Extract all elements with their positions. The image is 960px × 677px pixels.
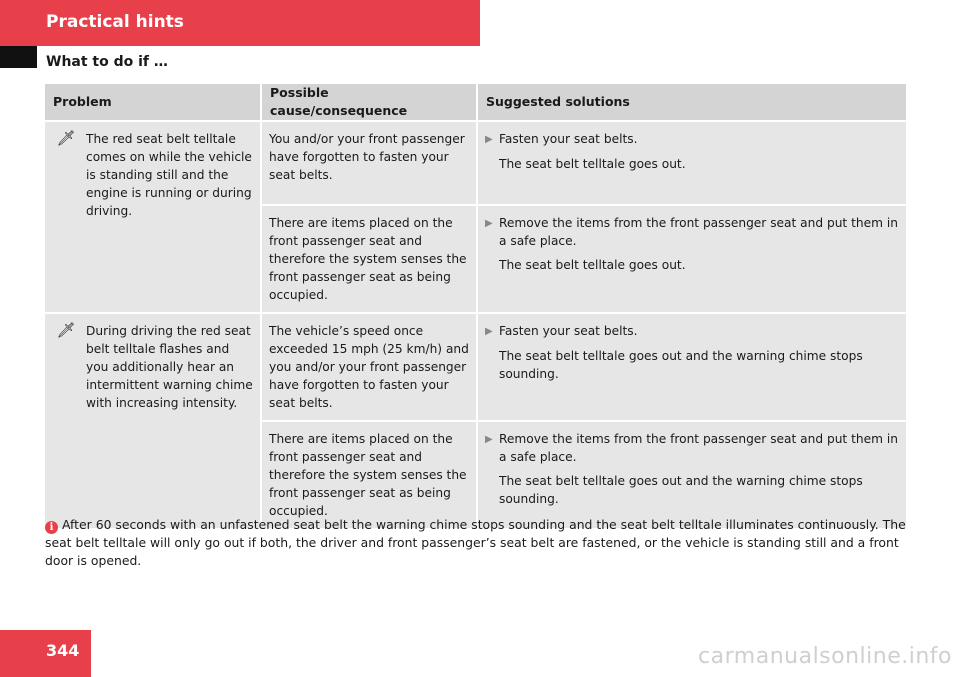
solution-cell	[477, 421, 906, 528]
problem-cell	[45, 313, 261, 528]
seat-belt-telltale-icon: 🗡︎	[56, 321, 76, 339]
problem-text: During driving the red seat belt telltale flashes and you additionally hear an intermittent warning chime with increasing intensity.	[86, 324, 253, 410]
solution-cell	[477, 313, 906, 421]
cause-cell: There are items placed on the front passenger seat and therefore the system senses the front passenger seat as being occupied.	[261, 205, 477, 313]
column-header-solutions: Suggested solutions	[477, 84, 906, 121]
page-number: 344	[46, 641, 80, 660]
table-row	[45, 313, 906, 421]
arrow-right-icon: ▶	[485, 434, 493, 445]
section-marker	[0, 46, 37, 68]
solution-result: The seat belt telltale goes out and the warning chime stops sounding.	[499, 474, 863, 506]
solution-result: The seat belt telltale goes out.	[499, 157, 686, 171]
solution-step: Remove the items from the front passenger seat and put them in a safe place.	[499, 432, 898, 464]
problem-cell	[45, 121, 261, 313]
column-header-cause: Possible cause/consequence	[261, 84, 477, 121]
column-header-problem: Problem	[45, 84, 261, 121]
seat-belt-telltale-icon: 🗡︎	[56, 129, 76, 147]
solution-result: The seat belt telltale goes out.	[499, 258, 686, 272]
solution-result: The seat belt telltale goes out and the warning chime stops sounding.	[499, 349, 863, 381]
arrow-right-icon: ▶	[485, 326, 493, 337]
cause-cell: The vehicle’s speed once exceeded 15 mph (25 km/h) and you and/or your front passenger have forgotten to fasten your seat belts.	[261, 313, 477, 421]
solution-step: Fasten your seat belts.	[499, 324, 638, 338]
solution-step: Remove the items from the front passenger seat and put them in a safe place.	[499, 216, 898, 248]
troubleshooting-table	[45, 84, 906, 528]
arrow-right-icon: ▶	[485, 134, 493, 145]
solution-step: Fasten your seat belts.	[499, 132, 638, 146]
page-header-title: Practical hints	[46, 12, 184, 32]
info-note	[45, 516, 911, 570]
watermark: carmanualsonline.info	[698, 644, 952, 669]
cause-cell: You and/or your front passenger have forgotten to fasten your seat belts.	[261, 121, 477, 205]
info-note-text: After 60 seconds with an unfastened seat belt the warning chime stops sounding and the seat belt telltale illuminates continuously. The seat belt telltale will only go out if both, the driver and front passenger’s seat belt are fastened, or the vehicle is standing still and a front door is opened.	[45, 517, 906, 568]
solution-cell	[477, 205, 906, 313]
problem-text: The red seat belt telltale comes on while the vehicle is standing still and the engine is running or during driving.	[86, 132, 252, 218]
table-header-row	[45, 84, 906, 121]
cause-cell: There are items placed on the front passenger seat and therefore the system senses the front passenger seat as being occupied.	[261, 421, 477, 528]
table-row	[45, 121, 906, 205]
info-icon: i	[45, 521, 58, 534]
solution-cell	[477, 121, 906, 205]
section-title: What to do if …	[46, 54, 168, 70]
arrow-right-icon: ▶	[485, 218, 493, 229]
